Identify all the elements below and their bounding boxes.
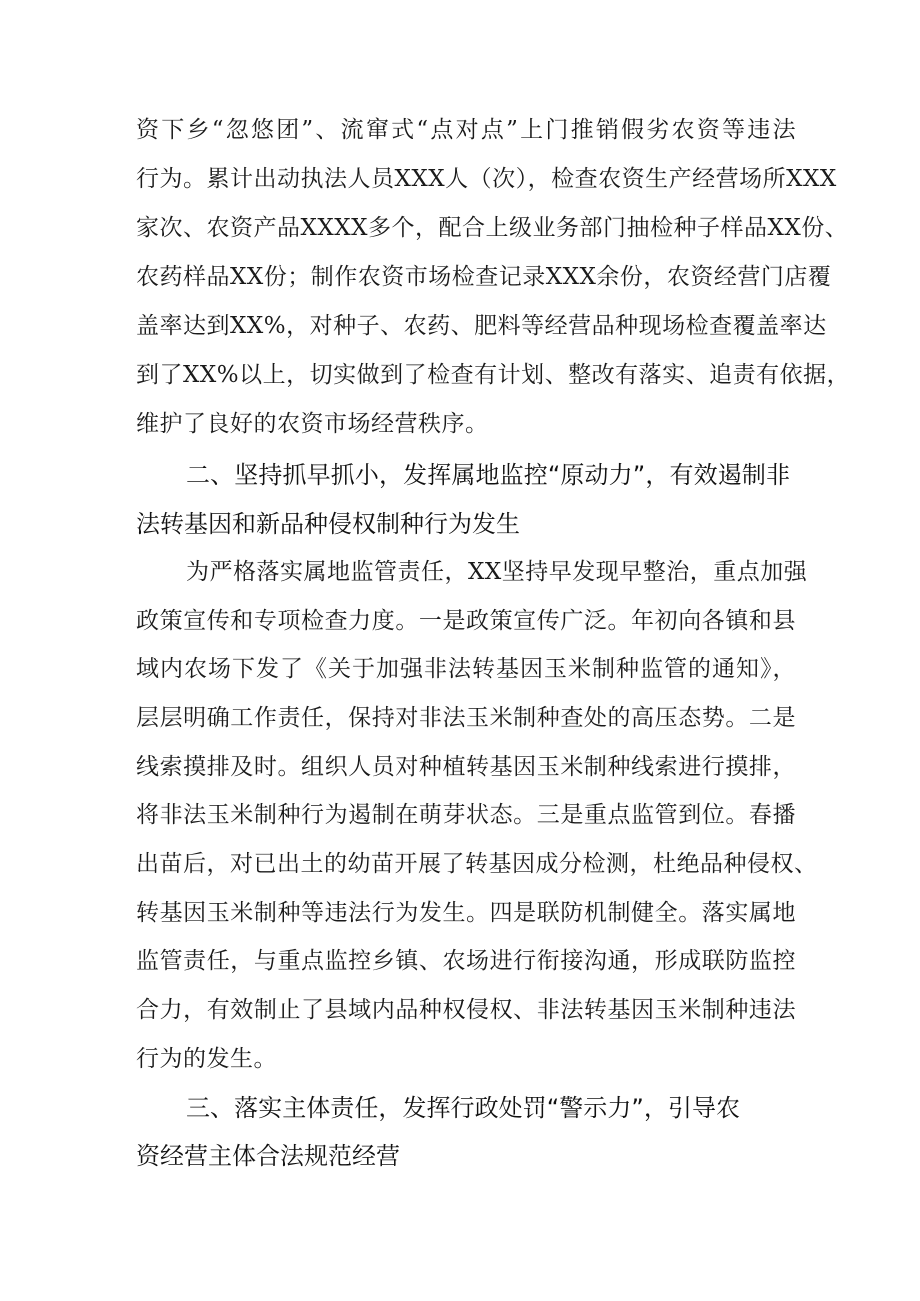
paragraph-2-line-9: 监管责任，与重点监控乡镇、农场进行衔接沟通，形成联防监控 [136,948,796,974]
paragraph-2-line-3: 域内农场下发了《关于加强非法转基因玉米制种监管的通知》， [136,656,796,682]
section-2-heading-line-1: 二、坚持抓早抓小，发挥属地监控“原动力”，有效遏制非 [186,461,790,489]
section-3-heading-line-2: 资经营主体合法规范经营 [136,1142,400,1170]
paragraph-2-line-8: 转基因玉米制种等违法行为发生。四是联防机制健全。落实属地 [136,900,796,926]
paragraph-2-line-6: 将非法玉米制种行为遏制在萌芽状态。三是重点监管到位。春播 [136,802,796,828]
paragraph-2-line-2: 政策宣传和专项检查力度。一是政策宣传广泛。年初向各镇和县 [136,608,796,634]
section-3-heading-line-1: 三、落实主体责任，发挥行政处罚“警示力”，引导农 [186,1094,740,1122]
paragraph-1-line-4: 农药样品XX份；制作农资市场检查记录XXX余份，农资经营门店覆 [136,264,832,290]
paragraph-1-line-6: 到了XX%以上，切实做到了检查有计划、整改有落实、追责有依据， [136,362,851,388]
paragraph-2-line-11: 行为的发生。 [136,1046,277,1072]
paragraph-1-line-1: 资下乡“忽悠团”、流窜式“点对点”上门推销假劣农资等违法 [136,117,796,143]
paragraph-1-line-2: 行为。累计出动执法人员XXX人（次），检查农资生产经营场所XXX [136,166,837,192]
paragraph-2-line-5: 线索摸排及时。组织人员对种植转基因玉米制种线索进行摸排， [136,754,796,780]
paragraph-1-line-3: 家次、农资产品XXXX多个，配合上级业务部门抽检种子样品XX份、 [136,215,849,241]
paragraph-1-line-7: 维护了良好的农资市场经营秩序。 [136,411,489,437]
paragraph-1-line-5: 盖率达到XX%，对种子、农药、肥料等经营品种现场检查覆盖率达 [136,313,827,339]
section-2-heading-line-2: 法转基因和新品种侵权制种行为发生 [136,510,520,538]
paragraph-2-line-10: 合力，有效制止了县域内品种权侵权、非法转基因玉米制种违法 [136,997,796,1023]
paragraph-2-line-7: 出苗后，对已出土的幼苗开展了转基因成分检测，杜绝品种侵权、 [136,851,818,877]
paragraph-2-line-1: 为严格落实属地监管责任，XX坚持早发现早整治，重点加强 [186,559,808,585]
paragraph-2-line-4: 层层明确工作责任，保持对非法玉米制种查处的高压态势。二是 [136,705,796,731]
